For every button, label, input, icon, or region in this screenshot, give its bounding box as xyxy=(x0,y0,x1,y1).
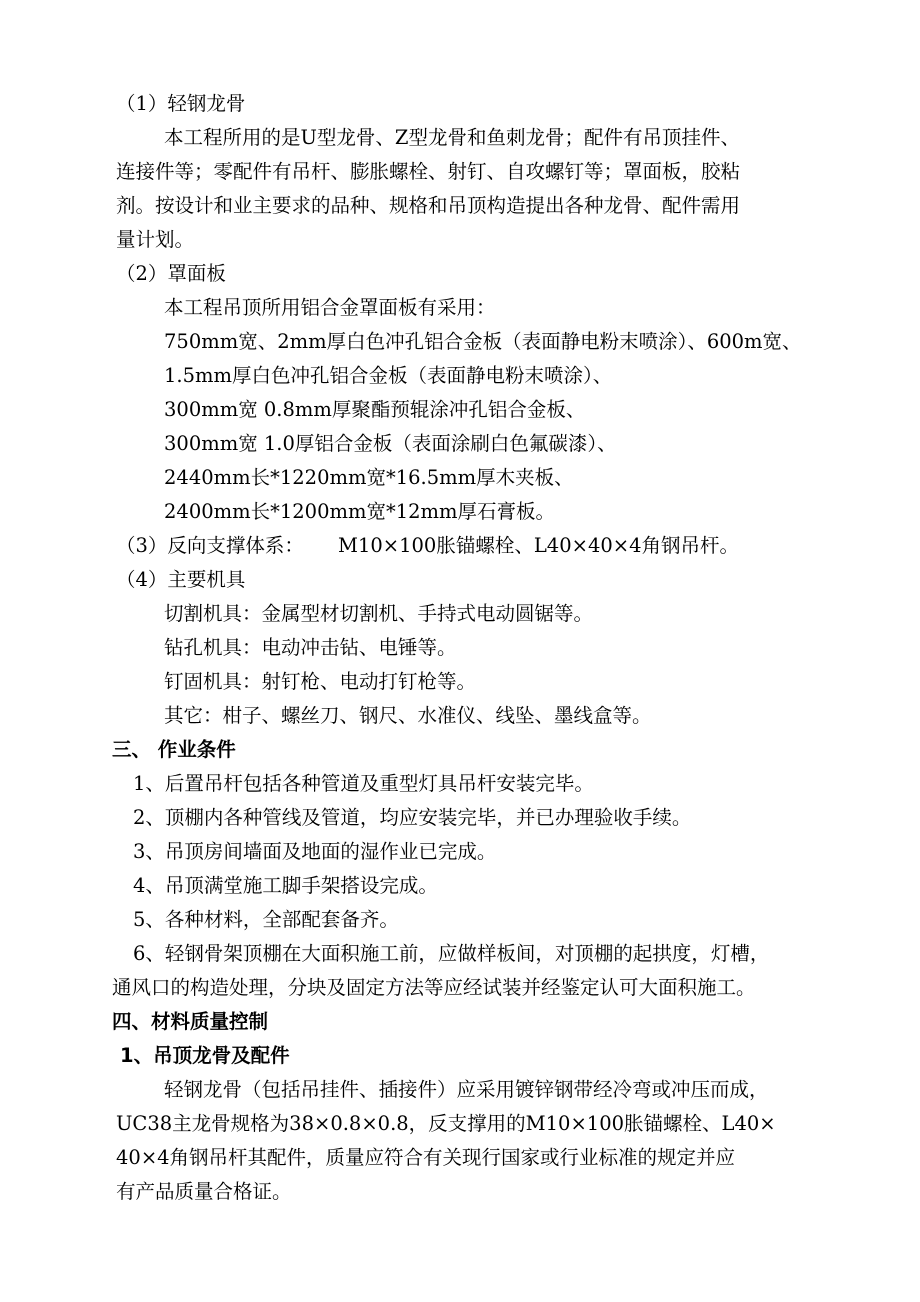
tool-item: 切割机具：金属型材切割机、手持式电动圆锯等。 xyxy=(164,602,594,625)
tool-item: 钉固机具：射钉枪、电动打钉枪等。 xyxy=(164,670,477,693)
paragraph-line: 量计划。 xyxy=(116,228,195,251)
paragraph-line: 轻钢龙骨（包括吊挂件、插接件）应采用镀锌钢带经冷弯或冲压而成， xyxy=(164,1078,769,1101)
tool-item: 其它：柑子、螺丝刀、钢尺、水准仪、线坠、墨线盒等。 xyxy=(164,704,652,727)
condition-item: 6、轻钢骨架顶棚在大面积施工前，应做样板间，对顶棚的起拱度，灯槽， xyxy=(133,942,770,965)
panel-item: 2440mm长*1220mm宽*16.5mm厚木夹板、 xyxy=(164,466,574,489)
section-support-title: （3）反向支撑体系： xyxy=(116,534,304,557)
section-panel-title: （2）罩面板 xyxy=(116,262,226,285)
tool-item: 钻孔机具：电动冲击钻、电锤等。 xyxy=(164,636,457,659)
section-quality-subtitle: 1、吊顶龙骨及配件 xyxy=(120,1044,290,1067)
condition-item-continued: 通风口的构造处理，分块及固定方法等应经试装并经鉴定认可大面积施工。 xyxy=(112,976,756,999)
condition-item: 2、顶棚内各种管线及管道，均应安装完毕，并已办理验收手续。 xyxy=(133,806,692,829)
condition-item: 3、吊顶房间墙面及地面的湿作业已完成。 xyxy=(133,840,497,863)
section-support-text: M10×100胀锚螺栓、L40×40×4角钢吊杆。 xyxy=(338,534,739,557)
panel-item: 300mm宽 0.8mm厚聚酯预辊涂冲孔铝合金板、 xyxy=(164,398,586,421)
section-tools-title: （4）主要机具 xyxy=(116,568,246,591)
paragraph-line: 40×4角钢吊杆其配件，质量应符合有关现行国家或行业标准的规定并应 xyxy=(116,1146,736,1169)
condition-item: 4、吊顶满堂施工脚手架搭设完成。 xyxy=(133,874,438,897)
section-quality-title: 四、材料质量控制 xyxy=(112,1010,269,1033)
panel-item: 2400mm长*1200mm宽*12mm厚石膏板。 xyxy=(164,500,556,523)
section-conditions-title: 三、 作业条件 xyxy=(112,738,236,761)
condition-item: 5、各种材料，全部配套备齐。 xyxy=(133,908,399,931)
panel-item: 1.5mm厚白色冲孔铝合金板（表面静电粉末喷涂）、 xyxy=(164,364,613,387)
paragraph-line: UC38主龙骨规格为38×0.8×0.8，反支撑用的M10×100胀锚螺栓、L40× xyxy=(116,1112,776,1135)
paragraph-line: 连接件等；零配件有吊杆、膨胀螺栓、射钉、自攻螺钉等；罩面板，胶粘 xyxy=(116,160,741,183)
panel-item: 750mm宽、2mm厚白色冲孔铝合金板（表面静电粉末喷涂）、600m宽、 xyxy=(164,330,802,353)
panel-item: 300mm宽 1.0厚铝合金板（表面涂刷白色氟碳漆）、 xyxy=(164,432,617,455)
section-light-steel-title: （1）轻钢龙骨 xyxy=(116,92,246,115)
paragraph-line: 剂。按设计和业主要求的品种、规格和吊顶构造提出各种龙骨、配件需用 xyxy=(116,194,741,217)
condition-item: 1、后置吊杆包括各种管道及重型灯具吊杆安装完毕。 xyxy=(133,772,594,795)
paragraph-line: 本工程所用的是U型龙骨、Z型龙骨和鱼刺龙骨；配件有吊顶挂件、 xyxy=(164,126,740,149)
section-panel-intro: 本工程吊顶所用铝合金罩面板有采用： xyxy=(164,296,496,319)
paragraph-line: 有产品质量合格证。 xyxy=(116,1180,292,1203)
